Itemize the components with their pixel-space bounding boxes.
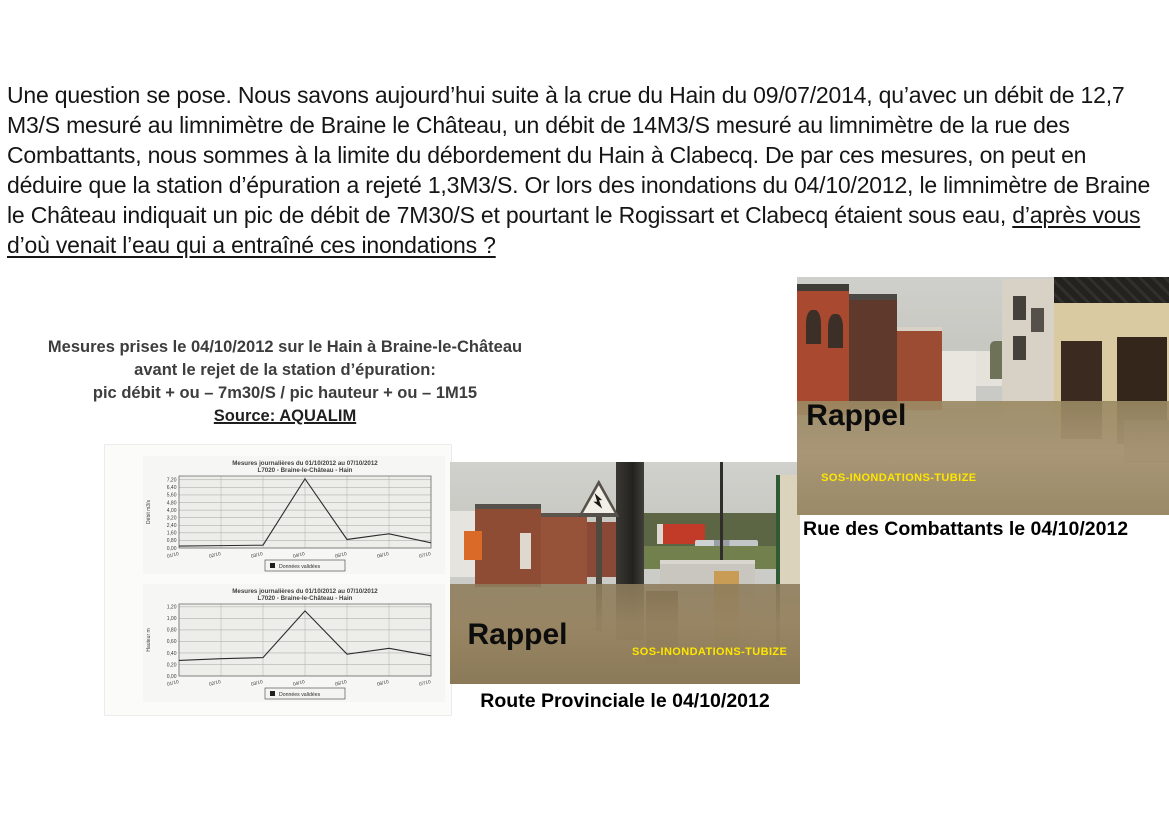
svg-text:07/10: 07/10 (418, 552, 432, 560)
svg-text:0,00: 0,00 (166, 545, 177, 552)
rappel-label-rue: Rappel (806, 398, 907, 432)
intro-underlined-question: d’après vous d’où venait l’eau qui a entraîné ces inondations ? (7, 202, 1141, 258)
measures-source: Source: AQUALIM (213, 407, 357, 425)
svg-text:0,80: 0,80 (166, 627, 177, 634)
svg-text:03/10: 03/10 (250, 680, 264, 688)
svg-text:5,60: 5,60 (166, 492, 177, 499)
tall-house-windows (1013, 296, 1026, 320)
svg-text:0,20: 0,20 (166, 662, 177, 669)
svg-text:Débit m3/s: Débit m3/s (146, 500, 152, 524)
caption-route-provinciale: Route Provinciale le 04/10/2012 (480, 690, 770, 712)
svg-text:4,80: 4,80 (166, 500, 177, 507)
photo-route-provinciale (450, 462, 800, 684)
svg-text:1,20: 1,20 (166, 604, 177, 611)
svg-text:6,40: 6,40 (166, 485, 177, 492)
svg-text:4,00: 4,00 (166, 507, 177, 514)
svg-text:01/10: 01/10 (166, 680, 180, 688)
chart-debit (143, 456, 445, 574)
svg-text:03/10: 03/10 (250, 552, 264, 560)
mid-brick-house (897, 327, 942, 410)
door-white (520, 533, 531, 569)
aqualim-charts-scan (104, 444, 452, 716)
svg-text:1,60: 1,60 (166, 530, 177, 537)
svg-text:02/10: 02/10 (208, 680, 222, 688)
svg-text:06/10: 06/10 (376, 552, 390, 560)
brick-house-row (475, 504, 542, 587)
photo-rue-des-combattants (797, 277, 1169, 515)
red-brick-house (797, 284, 849, 415)
svg-text:02/10: 02/10 (208, 552, 222, 560)
house-windows (806, 310, 821, 343)
svg-text:04/10: 04/10 (292, 680, 306, 688)
svg-text:Hauteur m: Hauteur m (146, 628, 152, 652)
svg-text:Mesures journalières du 01/10/: Mesures journalières du 01/10/2012 au 07/10/2012 (232, 460, 378, 467)
svg-text:0,40: 0,40 (166, 650, 177, 657)
svg-text:01/10: 01/10 (166, 552, 180, 560)
orange-tarp (464, 531, 482, 560)
svg-text:Données validées: Données validées (279, 691, 321, 698)
svg-text:3,20: 3,20 (166, 515, 177, 522)
svg-text:Mesures journalières du 01/10/: Mesures journalières du 01/10/2012 au 07/10/2012 (232, 588, 378, 595)
measures-line-1: Mesures prises le 04/10/2012 sur le Hain à Braine-le-Château (47, 338, 523, 356)
svg-text:05/10: 05/10 (334, 680, 348, 688)
watermark-route: SOS-INONDATIONS-TUBIZE (632, 646, 788, 659)
svg-text:0,00: 0,00 (166, 673, 177, 680)
chart-hauteur (143, 584, 445, 702)
svg-text:05/10: 05/10 (334, 552, 348, 560)
intro-text: Une question se pose. Nous savons aujourd’hui suite à la crue du Hain du 09/07/2014, qu’avec un débit de 12,7 M3/S mesuré au limnimètre de Braine le Château, un débit de 14M3/S mesuré au limnimètre de la rue des Combattants, nous sommes à la limite du débordement du Hain à Clabecq. De par ces mesures, on peut en déduire que la station d’épuration a rejeté 1,3M3/S. Or lors des inondations du 04/10/2012, le limnimètre de Braine le Château indiquait un pic de débit de 7M30/S et pourtant le Rogissart et Clabecq étaient sous eau, (7, 82, 1151, 228)
svg-text:06/10: 06/10 (376, 680, 390, 688)
svg-text:1,00: 1,00 (166, 616, 177, 623)
rappel-label-route: Rappel (467, 617, 568, 651)
svg-text:Données validées: Données validées (279, 563, 321, 570)
svg-text:L7020 - Braine-le-Château - Ha: L7020 - Braine-le-Château - Hain (257, 467, 353, 474)
white-house (942, 351, 975, 408)
svg-text:L7020 - Braine-le-Château - Ha: L7020 - Braine-le-Château - Hain (257, 595, 353, 602)
dark-brick-house (849, 294, 897, 409)
caption-rue-des-combattants: Rue des Combattants le 04/10/2012 (803, 518, 1129, 540)
intro-paragraph (7, 80, 1165, 260)
measures-note (4, 336, 566, 428)
watermark-rue: SOS-INONDATIONS-TUBIZE (821, 472, 977, 485)
svg-text:07/10: 07/10 (418, 680, 432, 688)
measures-line-2: avant le rejet de la station d’épuration: (134, 361, 436, 379)
svg-text:0,80: 0,80 (166, 538, 177, 545)
svg-text:2,40: 2,40 (166, 523, 177, 530)
svg-text:0,60: 0,60 (166, 639, 177, 646)
svg-text:04/10: 04/10 (292, 552, 306, 560)
brick-house-2 (541, 513, 587, 584)
svg-text:7,20: 7,20 (166, 477, 177, 484)
measures-line-3: pic débit + ou – 7m30/S / pic hauteur + ou – 1M15 (92, 384, 478, 402)
